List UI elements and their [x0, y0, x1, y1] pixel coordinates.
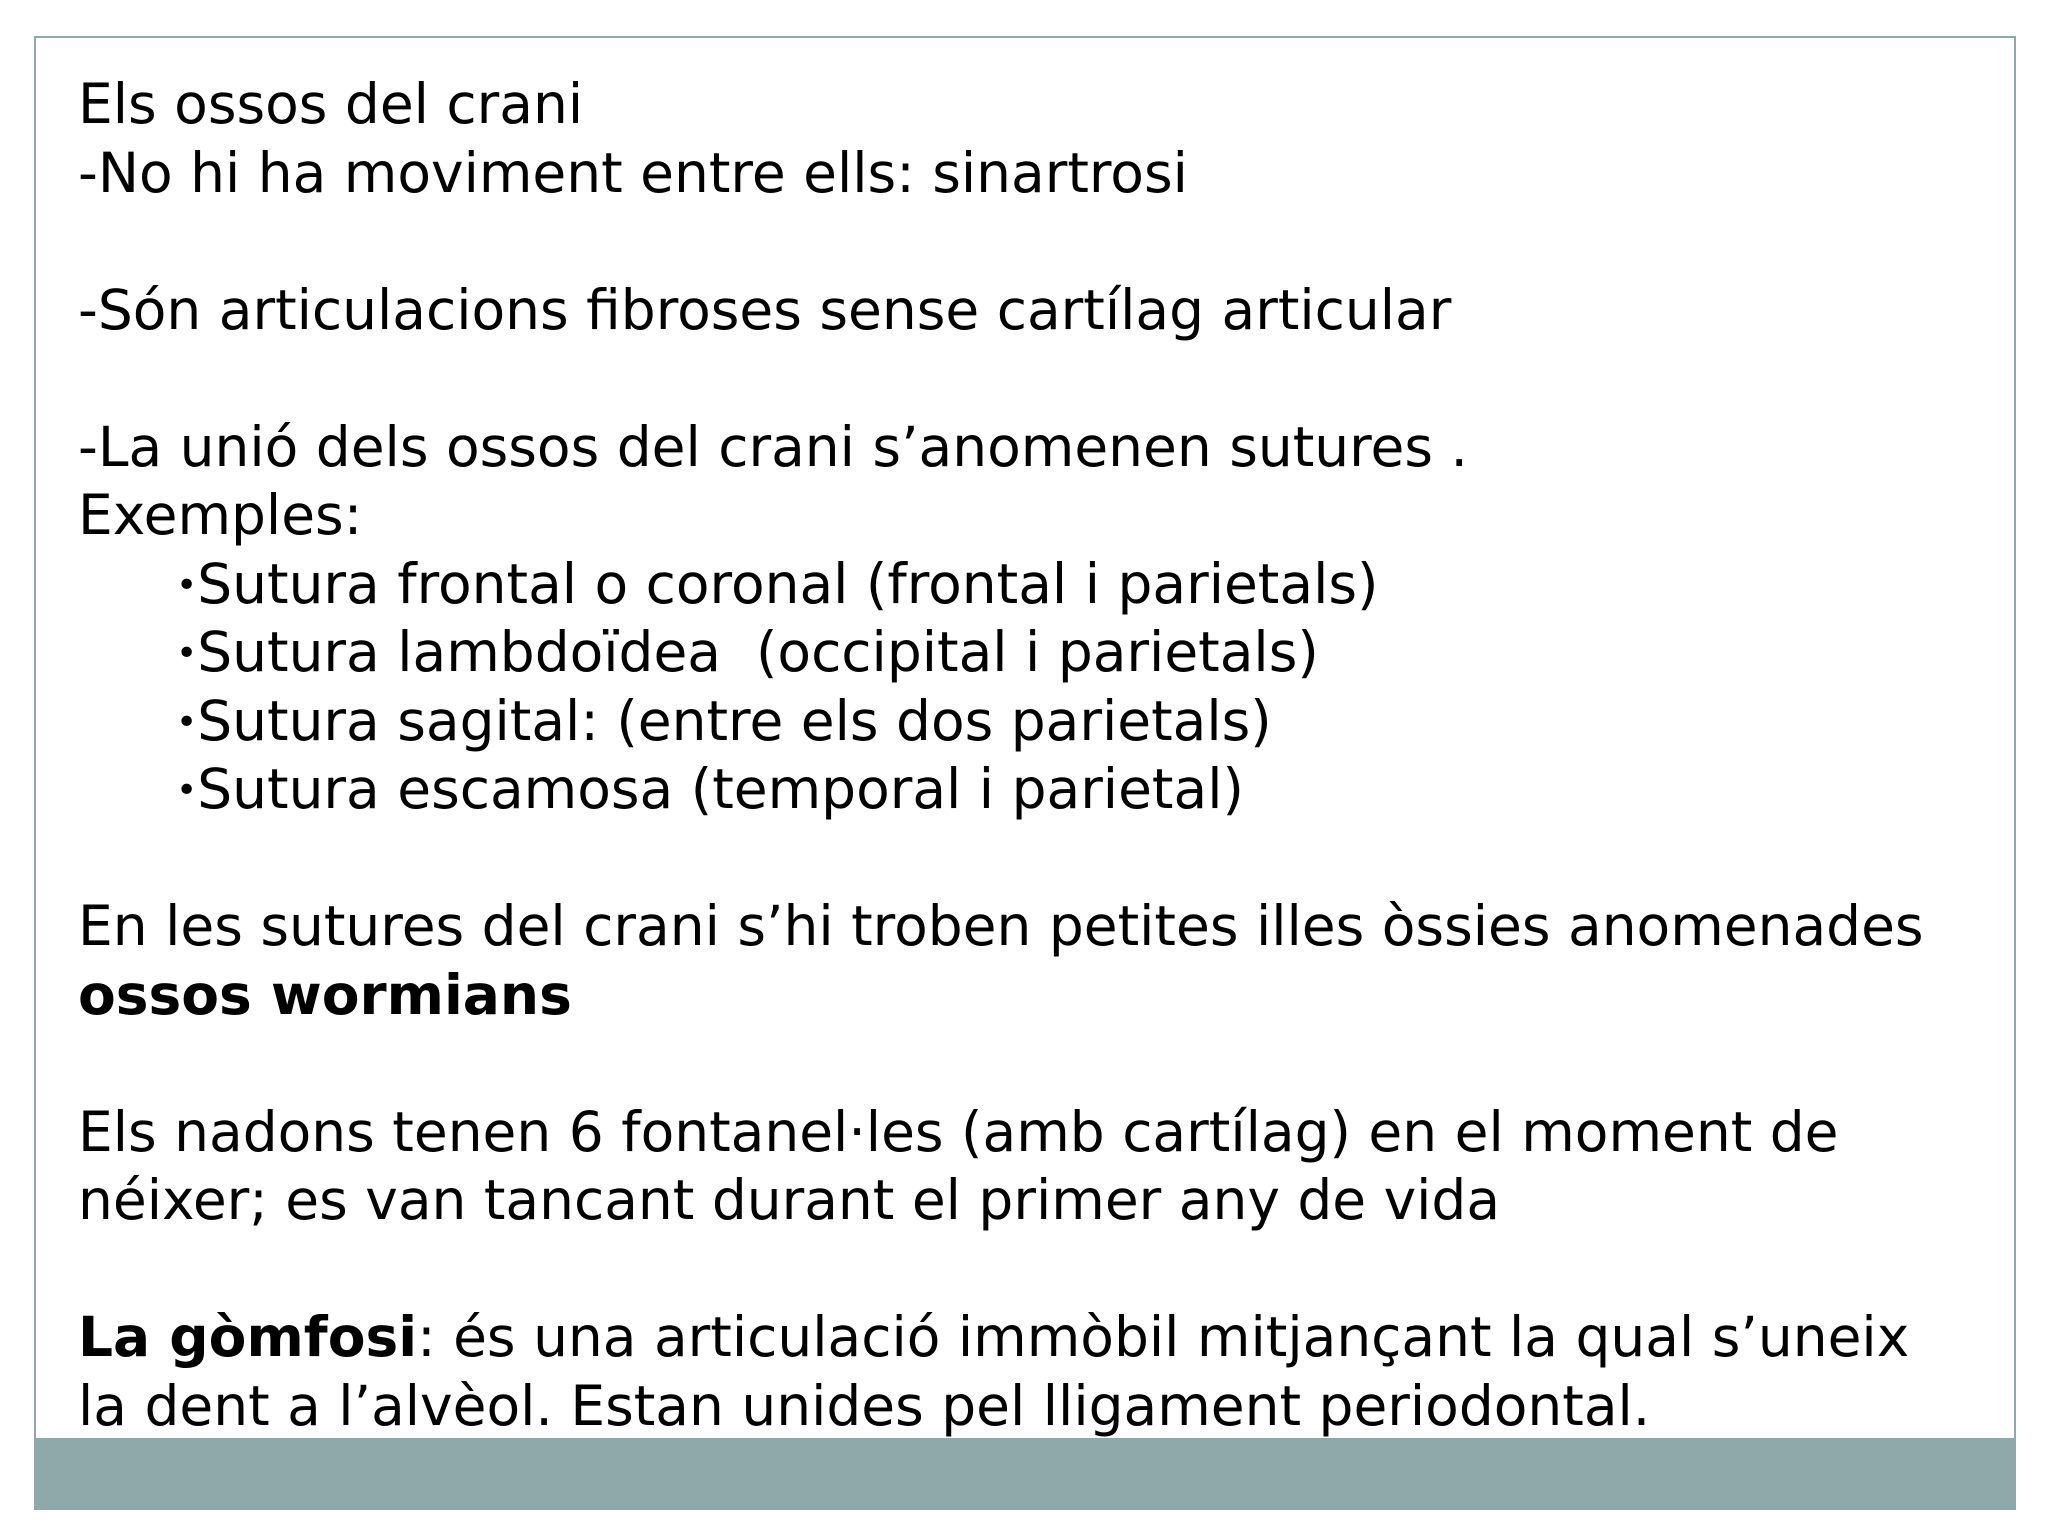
gomfosi-term: La gòmfosi	[78, 1305, 418, 1369]
bullet-icon: •	[176, 701, 198, 743]
unio-line: -La unió dels ossos del crani s’anomenen sutures .	[78, 414, 1469, 479]
footer-band	[34, 1438, 2016, 1510]
sutura-text: Sutura sagital: (entre els dos parietals)	[197, 688, 1272, 753]
sutura-list-item	[78, 687, 2008, 756]
bullet-icon: •	[176, 770, 198, 811]
sutura-text: Sutura escamosa (temporal i parietal)	[197, 757, 1244, 821]
spacer	[78, 1235, 2008, 1304]
wormians-term-line	[78, 961, 2008, 1030]
gomfosi-line-1	[78, 1303, 2008, 1372]
nadons-line-2: néixer; es van tancant durant el primer any de vida	[78, 1168, 1501, 1232]
gomfosi-line-2: la dent a l’alvèol. Estan unides pel lligament periodontal.	[78, 1373, 1651, 1438]
sutura-list-item	[78, 550, 2008, 619]
wormians-line: En les sutures del crani s’hi troben petites illes òssies anomenades	[78, 894, 1924, 958]
gomfosi-definition: : és una articulació immòbil mitjançant la qual s’uneix	[417, 1305, 1910, 1369]
spacer	[78, 824, 2008, 893]
sutura-list-item	[78, 618, 2008, 687]
spacer	[78, 344, 2008, 413]
nadons-line-1: Els nadons tenen 6 fontanel·les (amb cartílag) en el moment de	[78, 1099, 1839, 1164]
slide-content	[78, 70, 2008, 1440]
wormians-term: ossos wormians	[78, 962, 572, 1027]
slide-title-line: Els ossos del crani	[78, 72, 584, 136]
sutura-list-item	[78, 755, 2008, 824]
exemples-line: Exemples:	[78, 483, 363, 547]
sutura-text: Sutura frontal o coronal (frontal i parietals)	[197, 551, 1379, 616]
spacer	[78, 207, 2008, 276]
fibroses-line: -Són articulacions fibroses sense cartílag articular	[78, 277, 1452, 342]
spacer	[78, 1029, 2008, 1098]
bullet-icon: •	[176, 633, 198, 674]
no-moviment-line: -No hi ha moviment entre ells: sinartrosi	[78, 140, 1188, 205]
bullet-icon: •	[176, 564, 198, 606]
sutura-text: Sutura lambdoïdea (occipital i parietals)	[197, 620, 1319, 684]
